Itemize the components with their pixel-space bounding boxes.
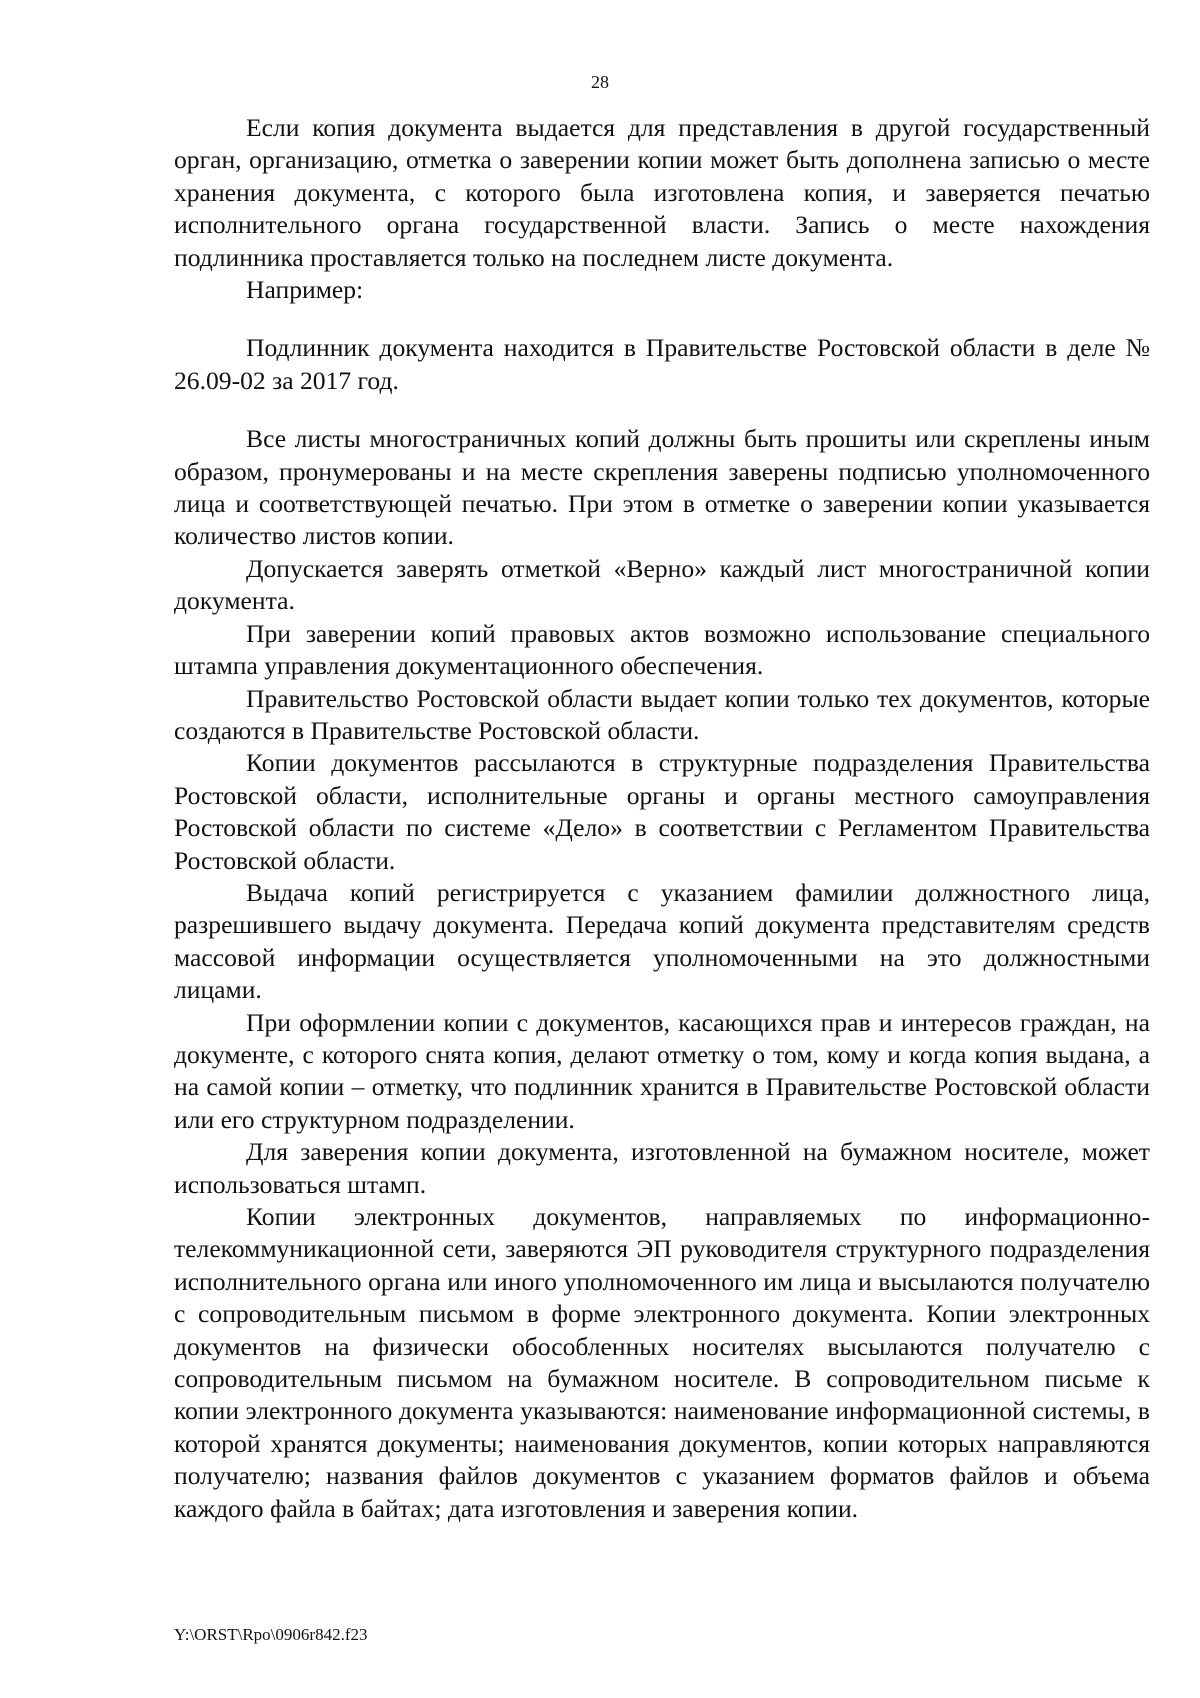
paragraph-issue-registration: Выдача копий регистрируется с указанием фамилии должностного лица, разрешившего выдачу документа. Передача копий документа представителям средств массовой информации осуществляется уполномоченными на это должностными лицами. [174,877,1150,1005]
paragraph-government-issues-copies: Правительство Ростовской области выдает копии только тех документов, которые создаются в Правительстве Ростовской области. [174,683,1150,745]
paragraph-example-label: Например: [246,275,364,305]
document-body [174,112,1150,1525]
page-number: 28 [591,72,609,92]
paragraph-electronic-copies: Копии электронных документов, направляемых по информационно-телекоммуникационной сети, заверяются ЭП руководителя структурного подразделения исполнительного органа или иного уполномоченного им лица и высылаются получателю с сопроводительным письмом в форме электронного документа. Копии электронных документов на физически обособленных носителях высылаются получателю с сопроводительным письмом на бумажном носителе. В сопроводительном письме к копии электронного документа указываются: наименование информационной системы, в которой хранятся документы; наименования документов, копии которых направляются получателю; названия файлов документов с указанием форматов файлов и объема каждого файла в байтах; дата изготовления и заверения копии. [174,1202,1150,1523]
paragraph-special-stamp: При заверении копий правовых актов возможно использование специального штампа управления документационного обеспечения. [174,618,1150,681]
paragraph-copies-distribution: Копии документов рассылаются в структурные подразделения Правительства Ростовской области, исполнительные органы и органы местного самоуправления Ростовской области по системе «Дело» в соответствии с Регламентом Правительства Ростовской области. [174,748,1150,875]
paragraph-citizen-rights-copies: При оформлении копии с документов, касающихся прав и интересов граждан, на документе, с которого снята копия, делают отметку о том, кому и когда копия выдана, а на самой копии – отметку, что подлинник хранится в Правительстве Ростовской области или его структурном подразделении. [174,1007,1150,1134]
file-path-footer: Y:\ORST\Rpo\0906r842.f23 [174,1625,368,1644]
paragraph-copy-for-other-body: Если копия документа выдается для представления в другой государственный орган, организацию, отметка о заверении копии может быть дополнена записью о месте хранения документа, с которого была изготовлена копия, и заверяется печатью исполнительного органа государственной власти. Запись о месте нахождения подлинника проставляется только на последнем листе документа. [174,113,1150,272]
paragraph-multipage-copies: Все листы многостраничных копий должны быть прошиты или скреплены иным образом, пронумерованы и на месте скрепления заверены подписью уполномоченного лица и соответствующей печатью. При этом в отметке о заверении копии указывается количество листов копии. [174,424,1150,551]
paragraph-example-text: Подлинник документа находится в Правительстве Ростовской области в деле № 26.09-02 за 2017 год. [174,333,1150,395]
paragraph-verno-mark: Допускается заверять отметкой «Верно» каждый лист многостраничной копии документа. [174,553,1150,616]
paragraph-paper-copy-stamp: Для заверения копии документа, изготовленной на бумажном носителе, может использоваться штамп. [174,1137,1150,1199]
